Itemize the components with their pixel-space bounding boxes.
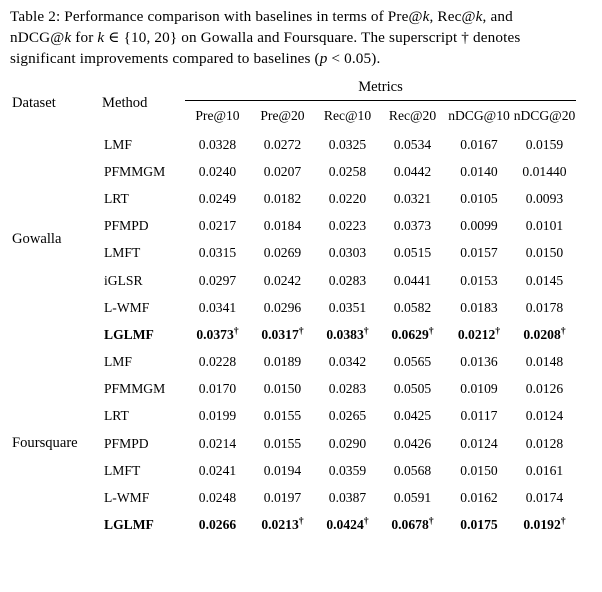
metric-value: 0.0534 [393, 136, 432, 152]
significance-dagger-icon: † [560, 515, 566, 527]
metric-value: 0.0442 [393, 163, 432, 179]
metric-value: 0.0266 [198, 517, 237, 533]
metric-value: 0.0629† [391, 325, 434, 342]
method-label: PFMMGM [104, 381, 166, 397]
metric-value: 0.01440 [522, 163, 567, 179]
method-label: PFMMGM [104, 163, 166, 179]
significance-dagger-icon: † [495, 325, 501, 337]
metric-value: 0.0101 [525, 218, 564, 234]
metric-value: 0.0248 [198, 490, 237, 506]
method-label: PFMPD [104, 435, 149, 451]
metric-value: 0.0183 [460, 299, 498, 315]
metric-value: 0.0099 [460, 218, 498, 234]
metric-value: 0.0387 [328, 490, 367, 506]
method-label: LGLMF [104, 326, 154, 342]
method-label: iGLSR [104, 272, 143, 288]
caption-mid3: for [71, 29, 98, 46]
metric-value: 0.0148 [525, 354, 564, 370]
metric-value: 0.0124 [460, 435, 498, 451]
metric-value: 0.0505 [393, 381, 432, 397]
metric-value: 0.0093 [525, 190, 564, 206]
significance-dagger-icon: † [233, 325, 239, 337]
metric-value: 0.0373 [393, 218, 432, 234]
significance-dagger-icon: † [560, 325, 566, 337]
method-label: LMF [104, 136, 132, 152]
metric-value: 0.0150 [263, 381, 302, 397]
metric-value: 0.0582 [393, 299, 432, 315]
significance-dagger-icon: † [363, 515, 369, 527]
col-header-1: Pre@20 [260, 108, 305, 123]
metric-value: 0.0351 [328, 299, 367, 315]
metric-value: 0.0117 [460, 408, 498, 424]
header-dataset: Dataset [12, 94, 56, 111]
col-header-2: Rec@10 [323, 108, 372, 123]
metric-value: 0.0283 [328, 381, 367, 397]
header-metrics: Metrics [358, 79, 403, 95]
metric-value: 0.0341 [198, 299, 237, 315]
metric-value: 0.0283 [328, 272, 367, 288]
metric-value: 0.0217 [198, 218, 237, 234]
metric-value: 0.0568 [393, 462, 432, 478]
metric-value: 0.0591 [393, 490, 432, 506]
metric-value: 0.0425 [393, 408, 432, 424]
metric-value: 0.0157 [460, 245, 498, 261]
caption-prefix: Table 2: Performance comparison with baselines in terms of Pre@ [10, 8, 423, 25]
metric-value: 0.0128 [525, 435, 564, 451]
metric-value: 0.0155 [263, 435, 302, 451]
metric-value: 0.0124 [525, 408, 564, 424]
metric-value: 0.0197 [263, 490, 302, 506]
significance-dagger-icon: † [428, 325, 434, 337]
metric-value: 0.0325 [328, 136, 367, 152]
metric-value: 0.0249 [198, 190, 237, 206]
metric-value: 0.0199 [198, 408, 237, 424]
caption-p: p [319, 50, 328, 67]
caption-k1: k [422, 8, 430, 25]
caption-set: ∈ {10, 20} on Gowalla and Foursquare. The superscript † denotes significant improvements compared to baselines ( [10, 29, 521, 67]
metric-value: 0.0155 [263, 408, 302, 424]
metric-value: 0.0159 [525, 136, 564, 152]
metric-value: 0.0194 [263, 462, 302, 478]
caption-k2: k [475, 8, 483, 25]
method-label: LMF [104, 354, 132, 370]
header-row-group [10, 79, 576, 101]
method-label: LMFT [104, 245, 141, 261]
metric-value: 0.0296 [263, 299, 302, 315]
table-caption [10, 6, 576, 69]
metric-value: 0.0153 [460, 272, 498, 288]
metric-value: 0.0140 [460, 163, 498, 179]
caption-mid1: , Rec@ [429, 8, 476, 25]
metric-value: 0.0214 [198, 435, 237, 451]
metric-value: 0.0240 [198, 163, 237, 179]
metric-value: 0.0184 [263, 218, 302, 234]
metric-value: 0.0228 [198, 354, 237, 370]
significance-dagger-icon: † [428, 515, 434, 527]
col-header-4: nDCG@10 [448, 108, 510, 123]
metric-value: 0.0272 [263, 136, 302, 152]
metric-value: 0.0192† [523, 515, 566, 533]
metric-value: 0.0175 [460, 517, 498, 533]
dataset-label-foursquare: Foursquare [12, 435, 78, 452]
metric-value: 0.0317† [261, 325, 304, 342]
metric-value: 0.0383† [326, 325, 369, 342]
metric-value: 0.0328 [198, 136, 237, 152]
metric-value: 0.0678† [391, 515, 434, 533]
metric-value: 0.0424† [326, 515, 369, 533]
metric-value: 0.0342 [328, 354, 367, 370]
caption-suffix: < 0.05). [327, 50, 381, 67]
significance-dagger-icon: † [298, 325, 304, 337]
table-row [10, 131, 576, 158]
metric-value: 0.0265 [328, 408, 367, 424]
metric-value: 0.0373† [196, 325, 239, 342]
metric-value: 0.0136 [460, 354, 498, 370]
method-label: L-WMF [104, 490, 150, 506]
metric-value: 0.0290 [328, 435, 367, 451]
metric-value: 0.0359 [328, 462, 367, 478]
performance-comparison-table [10, 70, 576, 539]
col-header-0: Pre@10 [195, 108, 240, 123]
method-label: LRT [104, 190, 129, 206]
metric-value: 0.0269 [263, 245, 302, 261]
metric-value: 0.0170 [198, 381, 237, 397]
header-top-spacer [10, 70, 576, 79]
metric-value: 0.0426 [393, 435, 432, 451]
metric-value: 0.0321 [393, 190, 432, 206]
metric-value: 0.0223 [328, 218, 367, 234]
caption-mid2: , and nDCG@ [10, 8, 513, 46]
metric-value: 0.0174 [525, 490, 564, 506]
significance-dagger-icon: † [363, 325, 369, 337]
metric-value: 0.0220 [328, 190, 367, 206]
metric-value: 0.0315 [198, 245, 237, 261]
metric-value: 0.0212† [457, 325, 501, 342]
metric-value: 0.0242 [263, 272, 302, 288]
metric-value: 0.0208† [523, 325, 566, 342]
caption-k3: k [64, 29, 72, 46]
metric-value: 0.0150 [460, 462, 498, 478]
method-label: LMFT [104, 462, 141, 478]
col-header-3: Rec@20 [388, 108, 437, 123]
metric-value: 0.0162 [460, 490, 498, 506]
method-label: L-WMF [104, 299, 150, 315]
col-header-5: nDCG@20 [513, 108, 576, 123]
metric-value: 0.0109 [460, 381, 498, 397]
method-label: PFMPD [104, 218, 149, 234]
header-method: Method [102, 94, 148, 111]
metric-value: 0.0161 [525, 462, 564, 478]
significance-dagger-icon: † [298, 515, 304, 527]
metric-value: 0.0150 [525, 245, 564, 261]
method-label: LRT [104, 408, 129, 424]
metric-value: 0.0145 [525, 272, 564, 288]
metric-value: 0.0105 [460, 190, 498, 206]
metric-value: 0.0241 [198, 462, 237, 478]
metric-value: 0.0441 [393, 272, 432, 288]
metric-value: 0.0303 [328, 245, 367, 261]
caption-k4: k [97, 29, 105, 46]
table-row [10, 349, 576, 376]
method-label: LGLMF [104, 517, 154, 533]
metric-value: 0.0515 [393, 245, 432, 261]
metric-value: 0.0182 [263, 190, 302, 206]
dataset-label-gowalla: Gowalla [12, 231, 62, 248]
metric-value: 0.0126 [525, 381, 564, 397]
metric-value: 0.0178 [525, 299, 564, 315]
metric-value: 0.0167 [460, 136, 498, 152]
metric-value: 0.0297 [198, 272, 237, 288]
metric-value: 0.0565 [393, 354, 432, 370]
metric-value: 0.0189 [263, 354, 302, 370]
metric-value: 0.0213† [261, 515, 304, 533]
metric-value: 0.0207 [263, 163, 302, 179]
metric-value: 0.0258 [328, 163, 367, 179]
